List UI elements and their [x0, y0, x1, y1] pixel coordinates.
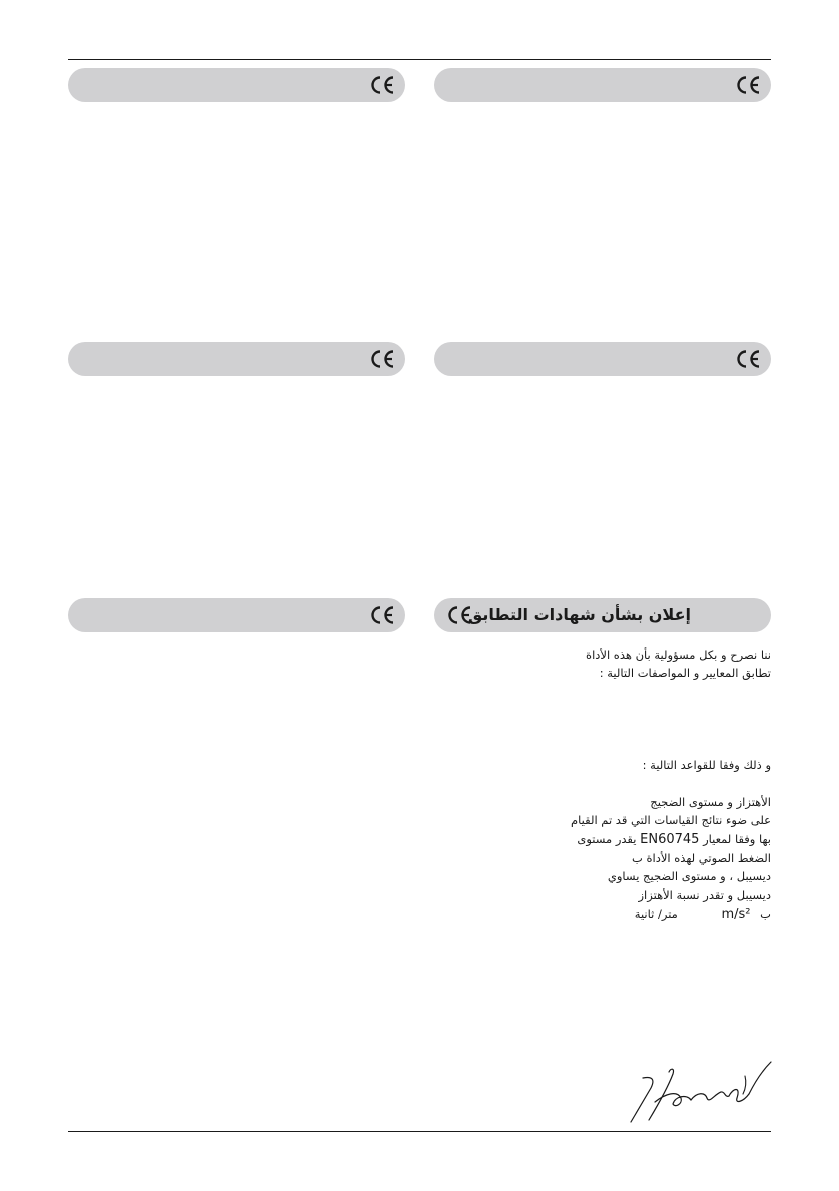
ce-mark-icon: [369, 348, 395, 370]
ce-mark-icon: [735, 74, 761, 96]
declaration-line-7: الضغط الصوتي لهذه الأداة ب: [632, 851, 771, 865]
declaration-line-9: ديسيبل و تقدر نسبة الأهتزاز: [638, 888, 771, 902]
declaration-line-2: تطابق المعايير و المواصفات التالية :: [599, 666, 771, 680]
unit-arabic: متر/ ثانية: [634, 907, 678, 921]
declaration-line-8: ديسيبل ، و مستوى الضجيج يساوي: [607, 869, 771, 883]
top-rule: [68, 59, 771, 60]
unit-m-s2: m/s²: [721, 907, 751, 922]
declaration-line-6-end: يقدر مستوى: [577, 832, 637, 846]
declaration-line-6-start: بها وفقا لمعيار: [703, 832, 771, 846]
declaration-line-1: ننا نصرح و بكل مسؤولية بأن هذه الأداة: [586, 648, 771, 662]
declaration-line-3: و ذلك وفقا للقواعد التالية :: [642, 758, 771, 772]
header-bar-right-1: [434, 68, 771, 102]
declaration-header-bar: [434, 598, 771, 632]
declaration-line-4: الأهتزاز و مستوى الضجيج: [650, 795, 771, 809]
declaration-line-10: [546, 906, 771, 923]
bottom-rule: [68, 1131, 771, 1132]
ce-mark-icon: [735, 348, 761, 370]
declaration-title: إعلان بشأن شهادات التطابق: [467, 605, 691, 624]
header-bar-left-3: [68, 598, 405, 632]
declaration-line-10-prefix: ب: [760, 907, 771, 921]
ce-mark-icon: [369, 604, 395, 626]
header-bar-left-2: [68, 342, 405, 376]
header-bar-right-2: [434, 342, 771, 376]
declaration-line-6: [577, 831, 771, 848]
ce-mark-icon: [369, 74, 395, 96]
declaration-line-5: على ضوء نتائج القياسات التي قد تم القيام: [571, 813, 771, 827]
header-bar-left-1: [68, 68, 405, 102]
signature-image: [625, 1058, 775, 1126]
standard-code: EN60745: [640, 832, 700, 847]
